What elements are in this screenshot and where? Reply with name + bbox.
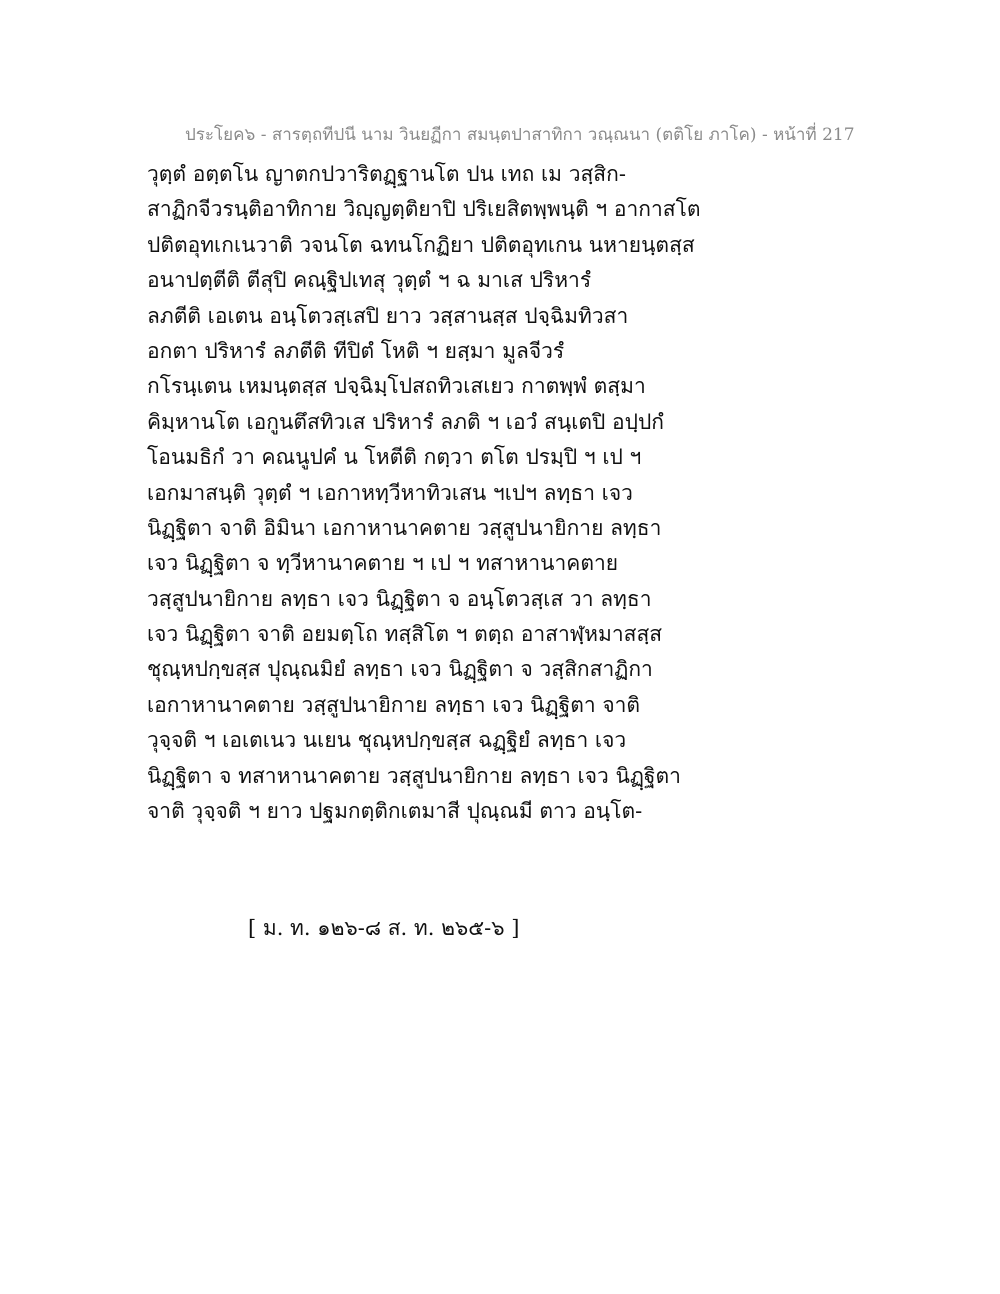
text-line: สาฏิกจีวรนฺติอาทิกาย วิญฺญตฺติยาปิ ปริเยสิตพฺพนฺติ ฯ อากาสโต (147, 197, 701, 222)
text-line: ปติตอุทเกเนวาติ วจนโต ฉทนโกฏิยา ปติตอุทเกน นหายนฺตสฺส (147, 232, 695, 257)
text-line: จาติ วุจฺจติ ฯ ยาว ปฐมกตฺติกเตมาสี ปุณฺณมี ตาว อนฺโต- (147, 799, 643, 824)
text-line: นิฏฺฐิตา จ ทสาหานาคตาย วสฺสูปนายิกาย ลทฺธา เจว นิฏฺฐิตา (147, 763, 681, 788)
text-line: เจว นิฏฺฐิตา จาติ อยมตฺโถ ทสฺสิโต ฯ ตตฺถ อาสาฬฺหมาสสฺส (147, 622, 663, 647)
text-line: คิมฺหานโต เอกูนตึสทิวเส ปริหารํ ลภติ ฯ เอวํ สนฺเตปิ อปฺปกํ (147, 409, 665, 434)
text-line: เอกาหานาคตาย วสฺสูปนายิกาย ลทฺธา เจว นิฏฺฐิตา จาติ (147, 692, 641, 717)
text-line: อนาปตฺตีติ ตีสุปิ คณฺฐิปเทสุ วุตฺตํ ฯ ฉ มาเส ปริหารํ (147, 268, 592, 293)
citation-reference: [ ม. ท. ๑๒๖-๘ ส. ท. ๒๖๕-๖ ] (248, 916, 520, 940)
text-line: วสฺสูปนายิกาย ลทฺธา เจว นิฏฺฐิตา จ อนฺโตวสฺเส วา ลทฺธา (147, 586, 652, 611)
text-line: นิฏฺฐิตา จาติ อิมินา เอกาหานาคตาย วสฺสูปนายิกาย ลทฺธา (147, 515, 662, 540)
page-header: ประโยค๖ - สารตฺถทีปนี นาม วินยฏีกา สมนฺตปาสาทิกา วณฺณนา (ตติโย ภาโค) - หน้าที่ 217 (185, 125, 855, 145)
text-line: ชุณฺหปกฺขสฺส ปุณฺณมิยํ ลทฺธา เจว นิฏฺฐิตา จ วสฺสิกสาฏิกา (147, 657, 653, 682)
text-line: วุตฺตํ อตฺตโน ญาตกปวาริตฏฺฐานโต ปน เทถ เม วสฺสิก- (147, 162, 626, 186)
text-line: โอนมธิกํ วา คณนูปคํ น โหตีติ กตฺวา ตโต ปรมฺปิ ฯ เป ฯ (147, 445, 642, 470)
text-line: กโรนฺเตน เหมนฺตสฺส ปจฺฉิมฺโปสถทิวเสเยว กาตพฺพํ ตสฺมา (147, 374, 646, 399)
text-line: เจว นิฏฺฐิตา จ ทฺวีหานาคตาย ฯ เป ฯ ทสาหานาคตาย (147, 551, 619, 576)
text-line: วุจฺจติ ฯ เอเตเนว นเยน ชุณฺหปกฺขสฺส ฉฏฺฐิยํ ลทฺธา เจว (147, 728, 627, 753)
text-line: ลภตีติ เอเตน อนฺโตวสฺเสปิ ยาว วสฺสานสฺส ปจฺฉิมทิวสา (147, 303, 629, 328)
text-line: เอกมาสนฺติ วุตฺตํ ฯ เอกาหทฺวีหาทิวเสน ฯเปฯ ลทฺธา เจว (147, 480, 633, 505)
body-text (147, 157, 707, 829)
text-line: อกตา ปริหารํ ลภตีติ ทีปิตํ โหติ ฯ ยสฺมา มูลจีวรํ (147, 338, 565, 363)
